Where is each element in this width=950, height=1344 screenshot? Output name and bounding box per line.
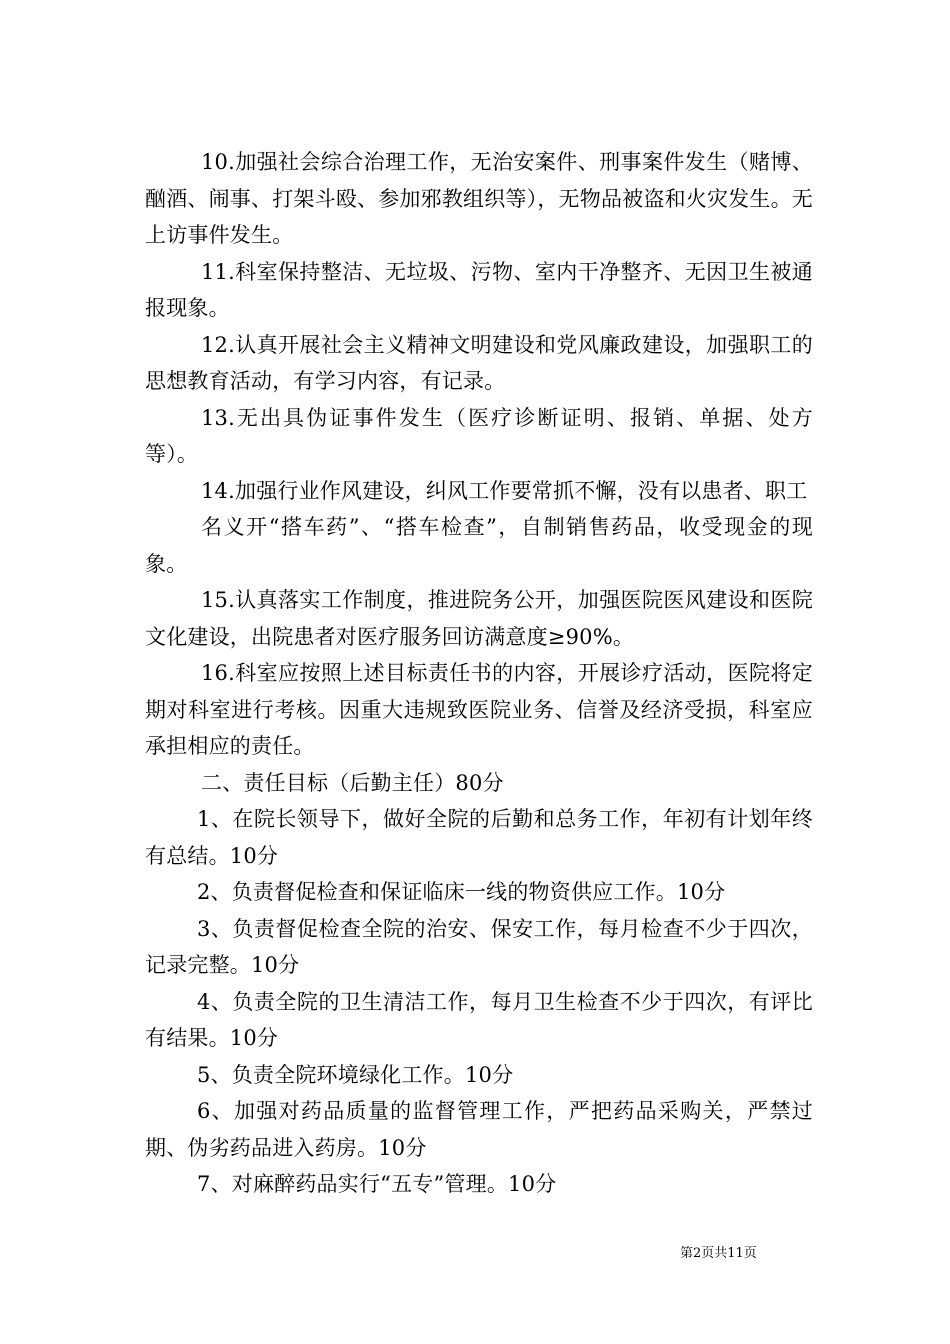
paragraph-item-13: 13.无出具伪证事件发生（医疗诊断证明、报销、单据、处方等）。 (145, 405, 813, 466)
list-item-2: 2、负责督促检查和保证临床一线的物资供应工作。10分 (197, 880, 726, 904)
paragraph-item-15: 15.认真落实工作制度，推进院务公开，加强医院医风建设和医院文化建设，出院患者对医疗服务回访满意度≥90%。 (145, 588, 813, 649)
paragraph-item-12: 12.认真开展社会主义精神文明建设和党风廉政建设，加强职工的思想教育活动，有学习内容，有记录。 (145, 332, 813, 393)
list-item-3: 3、负责督促检查全院的治安、保安工作，每月检查不少于四次，记录完整。10分 (145, 916, 813, 977)
document-body (145, 144, 813, 1203)
section-heading: 二、责任目标（后勤主任）80分 (201, 770, 504, 795)
paragraph-item-11: 11.科室保持整洁、无垃圾、污物、室内干净整齐、无因卫生被通报现象。 (145, 259, 813, 320)
list-item-5: 5、负责全院环境绿化工作。10分 (197, 1062, 514, 1087)
paragraph-item-10: 10.加强社会综合治理工作，无治安案件、刑事案件发生（赌博、酗酒、闹事、打架斗殴、参加邪教组织等），无物品被盗和火灾发生。无上访事件发生。 (145, 150, 813, 247)
paragraph-item-14: 14.加强行业作风建设，纠风工作要常抓不懈，没有以患者、职工 (201, 478, 808, 503)
list-item-1: 1、在院长领导下，做好全院的后勤和总务工作，年初有计划年终有总结。10分 (145, 807, 813, 868)
paragraph-item-16: 16.科室应按照上述目标责任书的内容，开展诊疗活动，医院将定期对科室进行考核。因重大违规致医院业务、信誉及经济受损，科室应承担相应的责任。 (145, 661, 813, 758)
list-item-7: 7、对麻醉药品实行“五专”管理。10分 (197, 1172, 557, 1196)
paragraph-item-14-continued: 名义开“搭车药”、“搭车检查”，自制销售药品，收受现金的现象。 (145, 515, 813, 576)
list-item-4: 4、负责全院的卫生清洁工作，每月卫生检查不少于四次，有评比有结果。10分 (145, 989, 813, 1050)
page-number-footer: 第2页共11页 (680, 1246, 757, 1261)
list-item-6: 6、加强对药品质量的监督管理工作，严把药品采购关，严禁过期、伪劣药品进入药房。10分 (145, 1099, 813, 1160)
